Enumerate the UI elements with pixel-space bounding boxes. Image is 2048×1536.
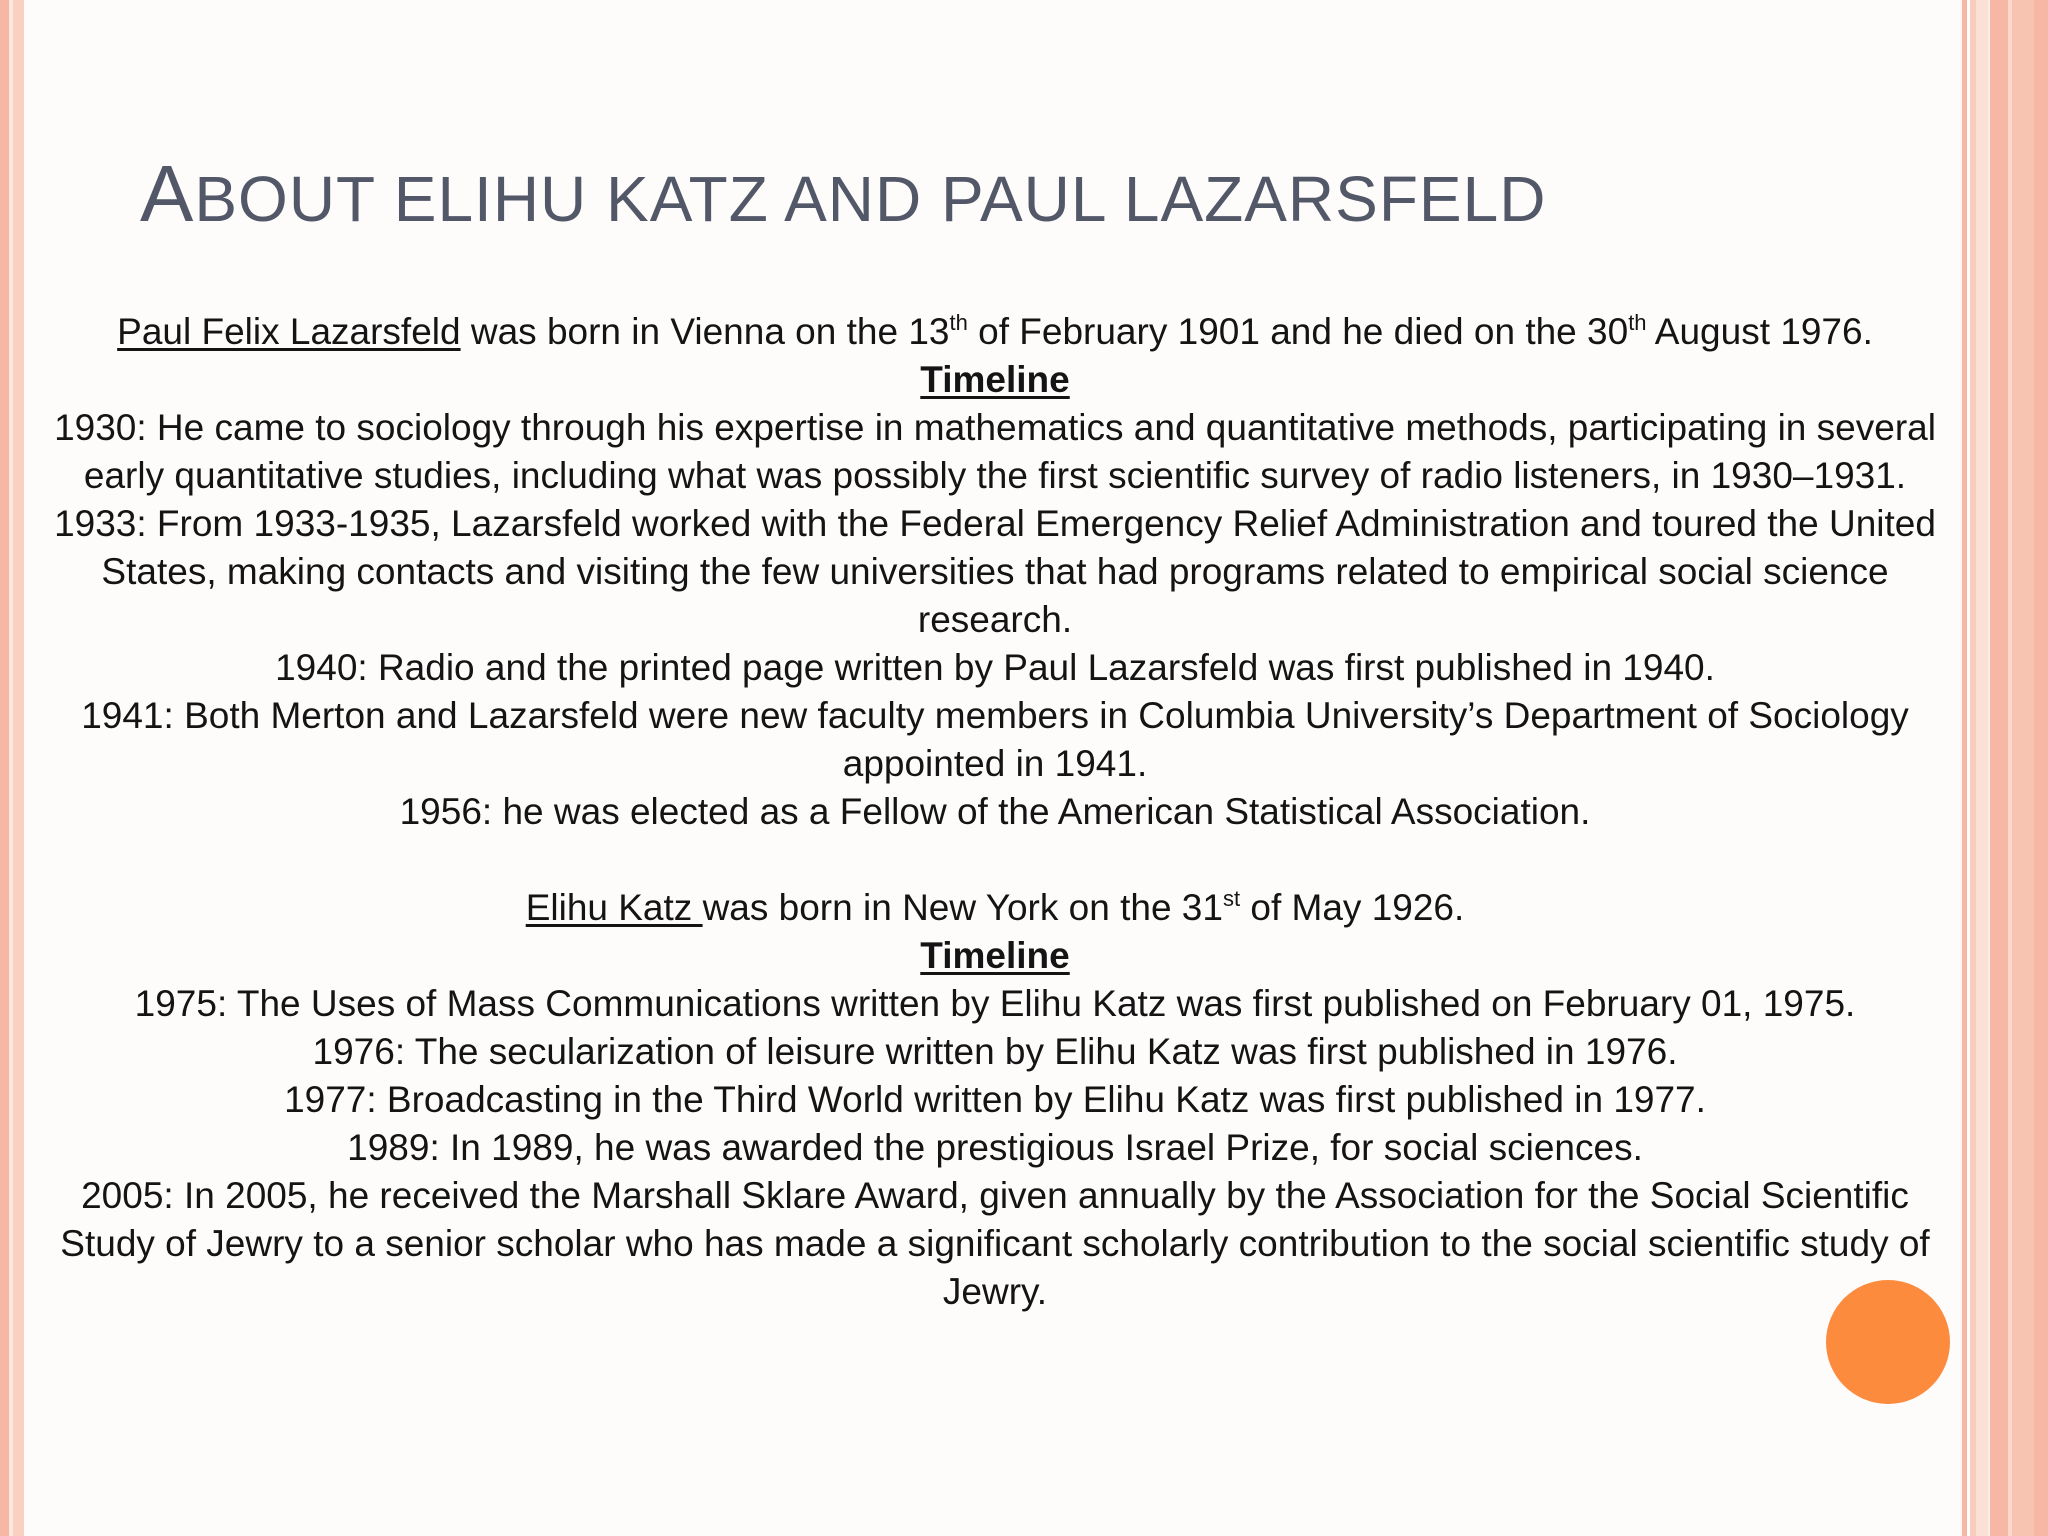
katz-intro <box>40 884 1950 932</box>
lazarsfeld-name: Paul Felix Lazarsfeld <box>117 311 461 352</box>
katz-timeline-item-1977: 1977: Broadcasting in the Third World written by Elihu Katz was first published in 1977. <box>284 1079 1706 1120</box>
slide-title <box>140 148 1546 240</box>
lazarsfeld-timeline-item-1941: 1941: Both Merton and Lazarsfeld were new faculty members in Columbia University’s Department of Sociology appointed in 1941. <box>81 695 1909 784</box>
lazarsfeld-born-sup-1: th <box>949 310 968 335</box>
lazarsfeld-born-text-c: August 1976. <box>1646 311 1873 352</box>
katz-timeline-heading: Timeline <box>920 935 1070 976</box>
lazarsfeld-born-text-b: of February 1901 and he died on the 30 <box>967 311 1629 352</box>
katz-born-text-b: of May 1926. <box>1240 887 1465 928</box>
lazarsfeld-timeline-item-1940: 1940: Radio and the printed page written by Paul Lazarsfeld was first published in 1940. <box>275 647 1715 688</box>
katz-timeline-item-1989: 1989: In 1989, he was awarded the prestigious Israel Prize, for social sciences. <box>347 1127 1643 1168</box>
orange-circle-decoration <box>1826 1280 1950 1404</box>
lazarsfeld-timeline-item-1933: 1933: From 1933-1935, Lazarsfeld worked with the Federal Emergency Relief Administration and toured the United States, making contacts and visiting the few universities that had programs related to empirical social science research. <box>54 503 1936 640</box>
lazarsfeld-timeline-item-1956: 1956: he was elected as a Fellow of the American Statistical Association. <box>399 791 1591 832</box>
lazarsfeld-timeline-item-1930: 1930: He came to sociology through his expertise in mathematics and quantitative methods, participating in several early quantitative studies, including what was possibly the first scientific survey of radio listeners, in 1930–1931. <box>54 407 1936 496</box>
lazarsfeld-timeline-heading: Timeline <box>920 359 1070 400</box>
lazarsfeld-intro <box>40 308 1950 356</box>
right-stripe-decoration <box>1960 0 2048 1536</box>
left-border-decoration <box>0 0 24 1536</box>
katz-name: Elihu Katz <box>525 887 703 928</box>
title-rest: BOUT ELIHU KATZ AND PAUL LAZARSFELD <box>194 163 1547 235</box>
lazarsfeld-born-sup-2: th <box>1628 310 1647 335</box>
title-initial: A <box>140 149 195 238</box>
lazarsfeld-born-text-a: was born in Vienna on the 13 <box>460 311 950 352</box>
katz-timeline-item-1976: 1976: The secularization of leisure written by Elihu Katz was first published in 1976. <box>312 1031 1678 1072</box>
katz-timeline-item-2005: 2005: In 2005, he received the Marshall Sklare Award, given annually by the Association for the Social Scientific Study of Jewry to a senior scholar who has made a significant scholarly contribution to the social scientific study of Jewry. <box>60 1175 1930 1312</box>
katz-born-text-a: was born in New York on the 31 <box>702 887 1223 928</box>
katz-born-sup: st <box>1222 886 1241 911</box>
slide-body <box>40 308 1950 1316</box>
section-spacer <box>40 836 1950 884</box>
katz-timeline-item-1975: 1975: The Uses of Mass Communications written by Elihu Katz was first published on February 01, 1975. <box>134 983 1856 1024</box>
